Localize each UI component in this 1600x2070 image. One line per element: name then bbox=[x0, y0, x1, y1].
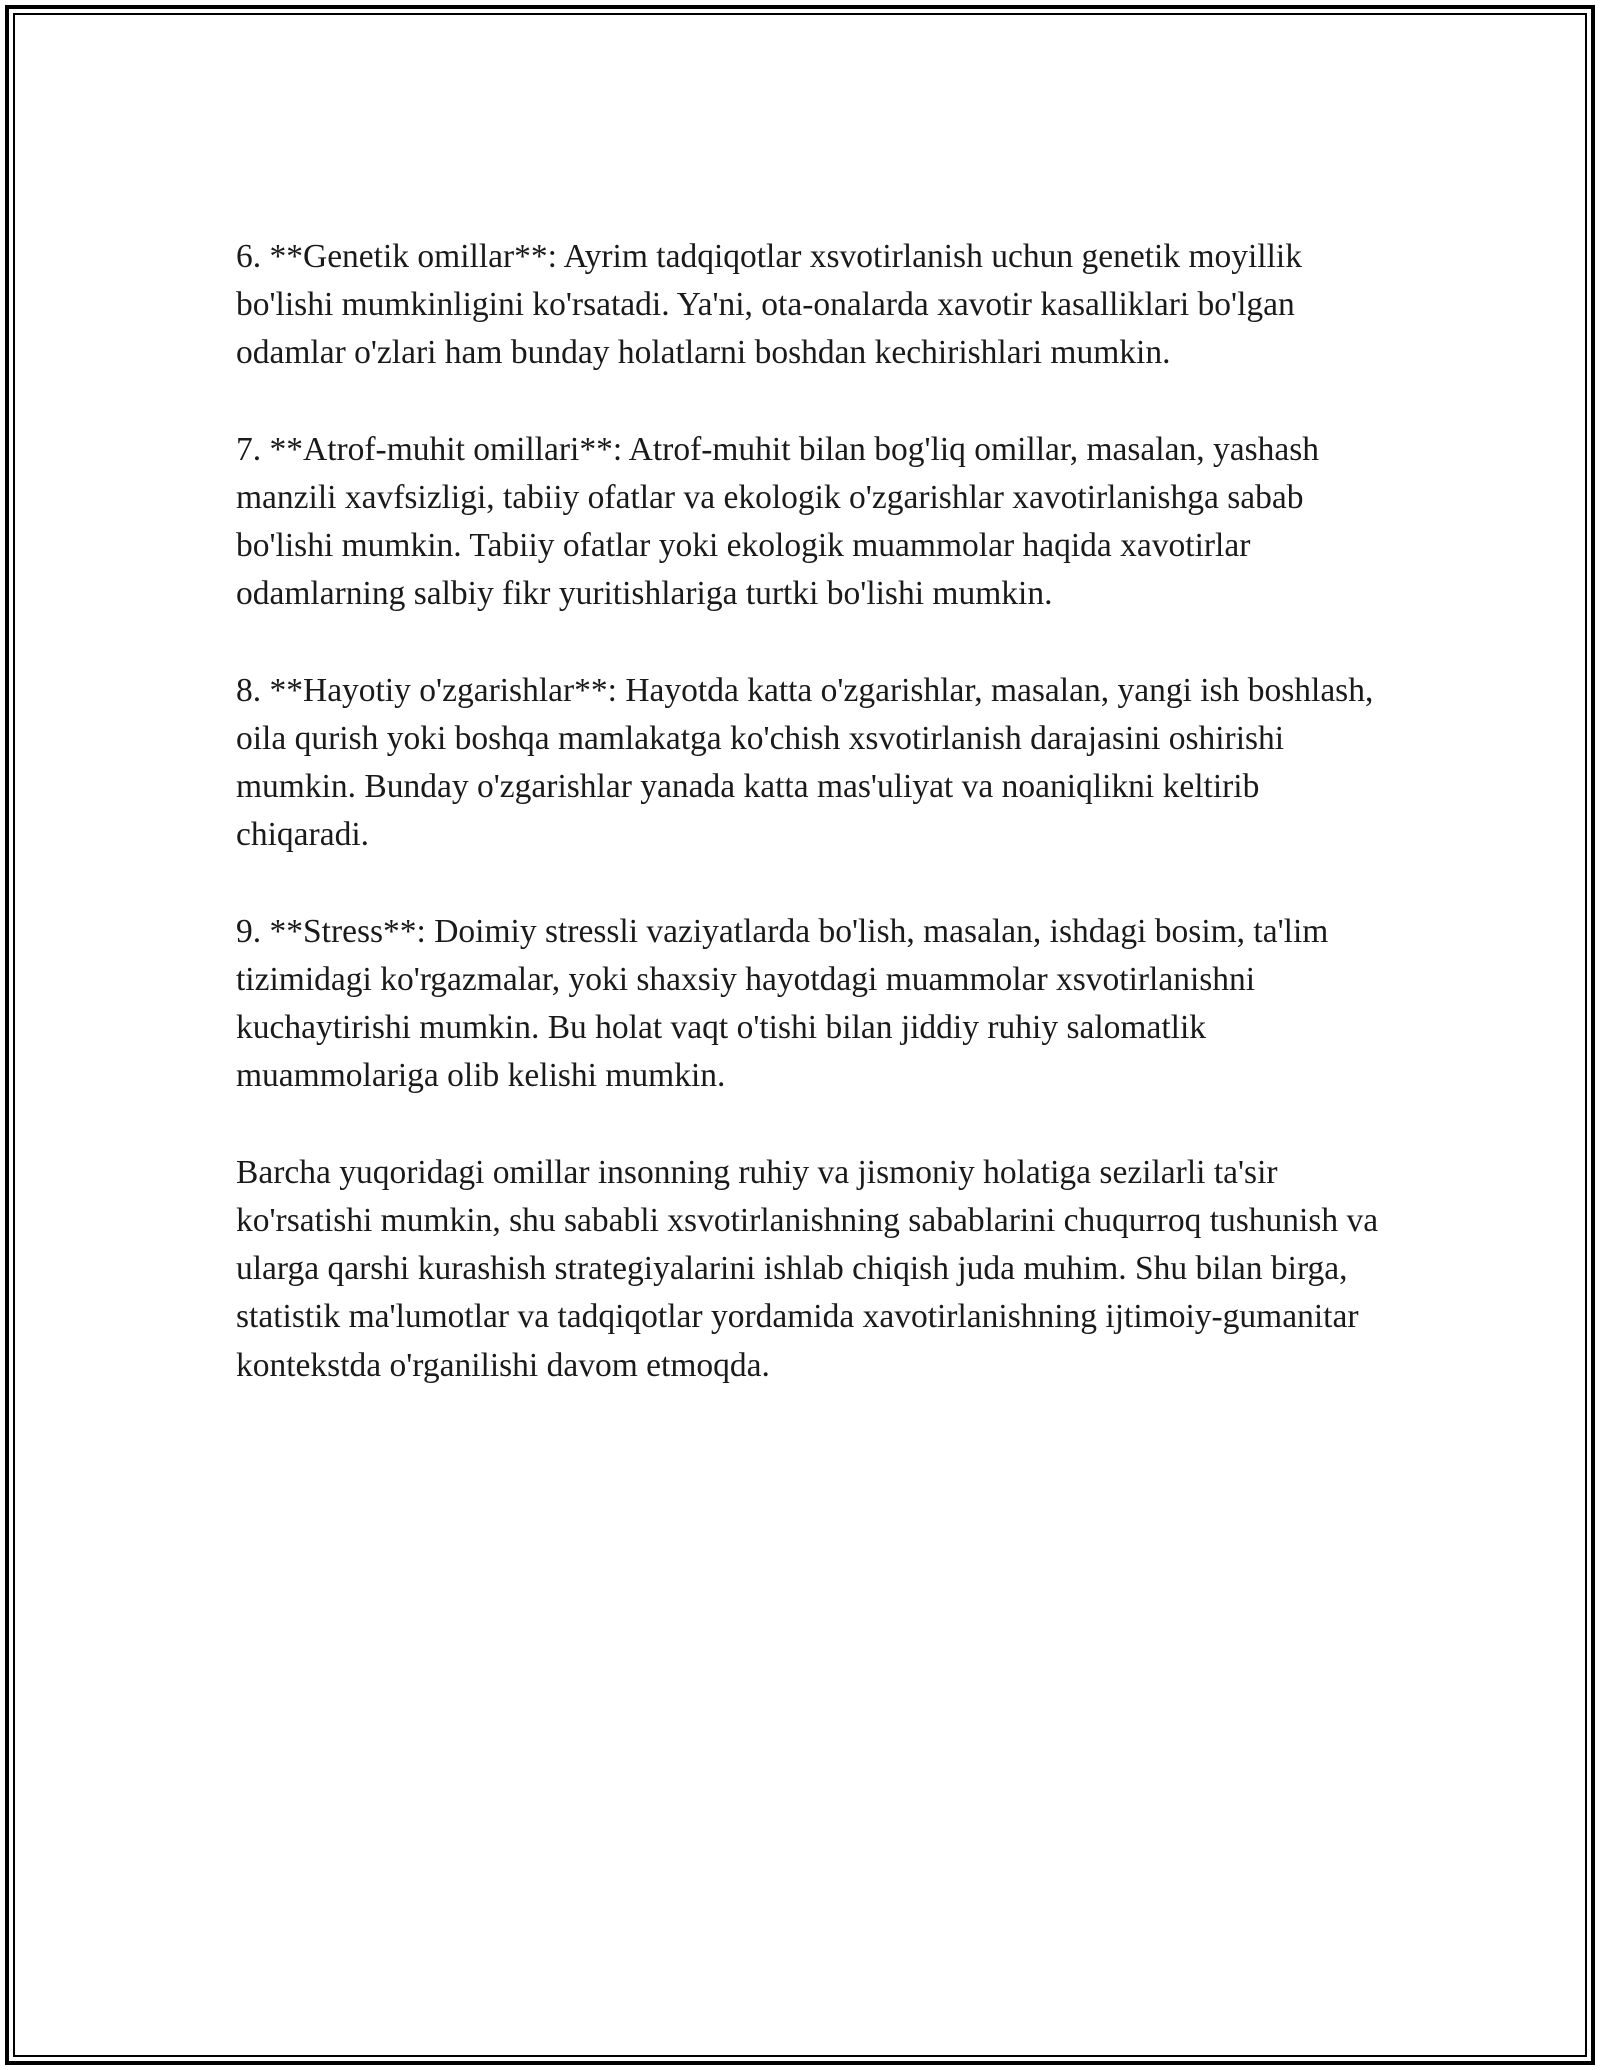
paragraph-environmental-factors: 7. **Atrof-muhit omillari**: Atrof-muhit bilan bog'liq omillar, masalan, yashash manzili xavfsizligi, tabiiy ofatlar va ekologik o'zgarishlar xavotirlanishga sabab bo'lishi mumkin. Tabiiy ofatlar yoki ekologik muammolar haqida xavotirlar odamlarning salbiy fikr yuritishlariga turtki bo'lishi mumkin. bbox=[236, 430, 1320, 613]
document-body bbox=[236, 233, 1386, 1390]
paragraph-life-changes: 8. **Hayotiy o'zgarishlar**: Hayotda katta o'zgarishlar, masalan, yangi ish boshlash, oila qurish yoki boshqa mamlakatga ko'chish xsvotirlanish darajasini oshirishi mumkin. Bunday o'zgarishlar yanada katta mas'uliyat va noaniqlikni keltirib chiqaradi. bbox=[236, 671, 1374, 854]
paragraph-conclusion: Barcha yuqoridagi omillar insonning ruhiy va jismoniy holatiga sezilarli ta'sir ko'rsatishi mumkin, shu sababli xsvotirlanishning sabablarini chuqurroq tushunish va ularga qarshi kurashish strategiyalarini ishlab chiqish juda muhim. Shu bilan birga, statistik ma'lumotlar va tadqiqotlar yordamida xavotirlanishning ijtimoiy-gumanitar kontekstda o'rganilishi davom etmoqda. bbox=[236, 1153, 1379, 1384]
paragraph-stress: 9. **Stress**: Doimiy stressli vaziyatlarda bo'lish, masalan, ishdagi bosim, ta'lim tizimidagi ko'rgazmalar, yoki shaxsiy hayotdagi muammolar xsvotirlanishni kuchaytirishi mumkin. Bu holat vaqt o'tishi bilan jiddiy ruhiy salomatlik muammolariga olib kelishi mumkin. bbox=[236, 912, 1329, 1095]
paragraph-genetic-factors: 6. **Genetik omillar**: Ayrim tadqiqotlar xsvotirlanish uchun genetik moyillik bo'lishi mumkinligini ko'rsatadi. Ya'ni, ota-onalarda xavotir kasalliklari bo'lgan odamlar o'zlari ham bunday holatlarni boshdan kechirishlari mumkin. bbox=[236, 238, 1302, 372]
